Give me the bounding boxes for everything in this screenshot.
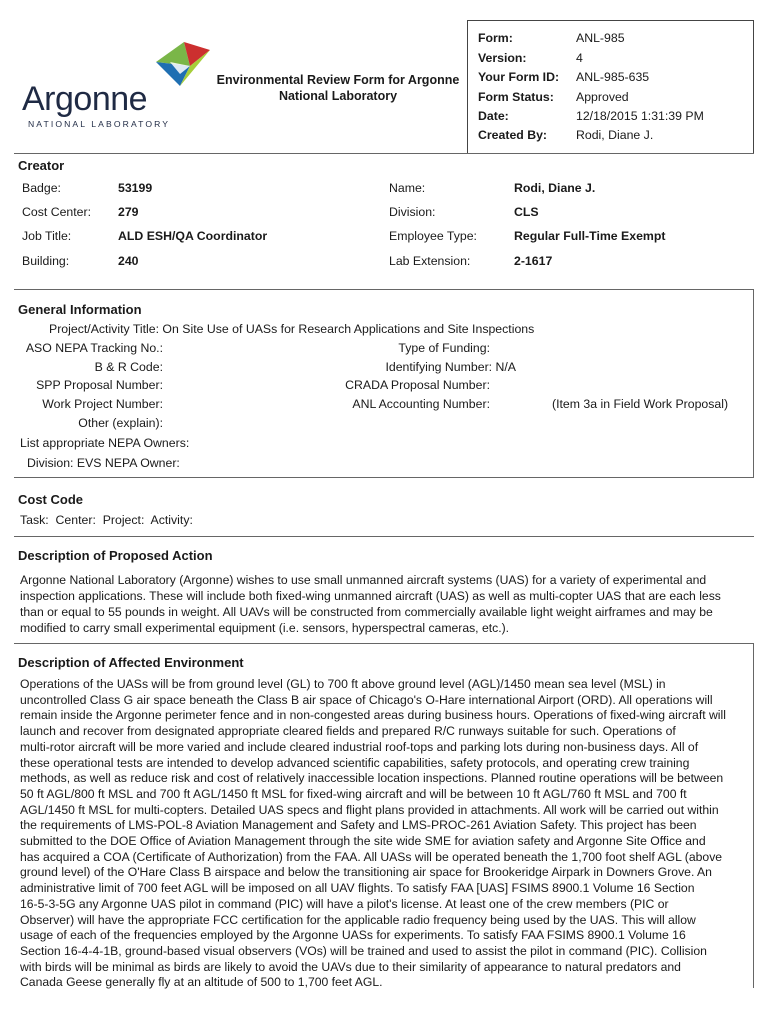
text-line: Observer) will have the appropriate FCC certification for the applicable radio frequency being used by the UAS. This will allow (20, 912, 696, 927)
type-of-funding-label: Type of Funding: (398, 341, 490, 355)
form-info-value: Rodi, Diane J. (576, 128, 654, 142)
name-label: Name: (389, 181, 426, 195)
form-info-label: Created By: (478, 128, 548, 142)
br-code-label: B & R Code: (94, 360, 163, 374)
text-line: ground level) of the O'Hare Class B airspace and below the transitioning air space for Brookeridge Airpark in Downers Grove. An (20, 865, 712, 880)
argonne-triangle-logo-icon (150, 40, 212, 88)
cost-code-heading: Cost Code (18, 492, 83, 507)
building-label: Building: (22, 254, 70, 268)
page-header (0, 0, 770, 160)
form-info-label: Date: (478, 109, 509, 123)
form-info-value: 12/18/2015 1:31:39 PM (576, 109, 704, 123)
text-line: AGL/1450 ft MSL for multi-copters. Detailed UAS specs and flight plans provided in attachments. All work will be carried out within (20, 802, 719, 817)
lab-extension-label: Lab Extension: (389, 254, 471, 268)
nepa-owners-label: List appropriate NEPA Owners: (20, 436, 190, 450)
divider (14, 536, 754, 537)
cost-center-value: 279 (118, 205, 139, 219)
cost-code-fields: Task: Center: Project: Activity: (20, 513, 193, 527)
badge-value: 53199 (118, 181, 153, 195)
form-title: Environmental Review Form for Argonne National Laboratory (216, 73, 460, 103)
form-info-value: ANL-985-635 (576, 70, 650, 84)
form-info-label: Your Form ID: (478, 70, 560, 84)
text-line: the requirements of LMS-POL-8 Aviation Management and Safety and LMS-PROC-261 Aviation Safety. This project has been (20, 818, 697, 833)
text-line: inspection applications. These will include both fixed-wing unmanned aircraft (UAS) as well as multi-copter UAS that are each less (20, 589, 721, 603)
form-info-value: ANL-985 (576, 31, 625, 45)
text-line: multi-rotor aircraft will be more varied and include cleared industrial roof-tops and parking lots during non-business days. All of (20, 739, 699, 754)
identifying-number: Identifying Number: N/A (385, 360, 516, 374)
anl-accounting-label: ANL Accounting Number: (352, 397, 490, 411)
argonne-logo (22, 40, 222, 130)
text-line: administrative limit of 700 feet AGL will be imposed on all UAV flights. To satisfy FAA [UAS] FSIMS 8900.1 Volume 16 Section (20, 881, 695, 896)
aso-nepa-label: ASO NEPA Tracking No.: (25, 341, 163, 355)
divider (14, 289, 754, 290)
division-value: CLS (514, 205, 539, 219)
text-line: usage of each of the frequencies employed by the Argonne UASs for experiments. To satisfy FAA FSIMS 8900.1 Volume 16 (20, 928, 686, 943)
building-value: 240 (118, 254, 139, 268)
project-title: Project/Activity Title: On Site Use of UASs for Research Applications and Site Inspections (49, 322, 535, 336)
text-line: submitted to the DOE Office of Aviation Management through the site wide SME for aviation safety and Argonne Site Office and (20, 834, 706, 849)
divider (14, 477, 754, 478)
text-line: with birds will be minimal as birds are likely to avoid the UAVs due to their similarity of appearance to natural predators and (20, 959, 681, 974)
text-line: 50 ft AGL/800 ft MSL and 700 ft AGL/1450 ft MSL for fixed-wing aircraft and will be between 10 ft AGL/760 ft MSL and 700 ft (20, 786, 687, 801)
employee-type-label: Employee Type: (389, 229, 477, 243)
work-project-label: Work Project Number: (42, 397, 163, 411)
form-info-label: Form: (478, 31, 513, 45)
text-line: remain inside the Argonne perimeter fence and in non-congested areas during business hours. Operations of fixed-wing aircraft will (20, 708, 726, 723)
job-title-value: ALD ESH/QA Coordinator (118, 229, 268, 243)
spp-proposal-label: SPP Proposal Number: (36, 378, 163, 392)
division-label: Division: (389, 205, 436, 219)
text-line: modified to carry small experimental equipment (i.e. sensors, hyperspectral cameras, etc.). (20, 621, 510, 635)
badge-label: Badge: (22, 181, 61, 195)
cost-center-label: Cost Center: (22, 205, 92, 219)
general-info-heading: General Information (18, 302, 142, 317)
text-line: 16-5-3-5G any Argonne UAS pilot in command (PIC) will have a pilot's license. At least one of the crew members (PIC or (20, 896, 669, 911)
creator-heading: Creator (18, 158, 65, 173)
form-info-value: 4 (576, 51, 583, 65)
text-line: Argonne National Laboratory (Argonne) wishes to use small unmanned aircraft systems (UAS) for a variety of experimental and (20, 573, 707, 587)
text-line: uncontrolled Class G air space beneath the Class B air space of Chicago's O-Hare international Airport (ORD). All operations will (20, 692, 713, 707)
text-line: methods, as well as reduce risk and cost of relatively inaccessible location inspections. Planned routine operations will be between (20, 771, 724, 786)
division-nepa-owner: Division: EVS NEPA Owner: (27, 456, 180, 470)
form-info-label: Form Status: (478, 90, 554, 104)
proposed-action-text (20, 572, 752, 636)
lab-extension-value: 2-1617 (514, 254, 553, 268)
form-info-box (467, 20, 754, 153)
text-line: these operational tests are intended to develop advanced scientific capabilities, safety protocols, and operating crew training (20, 755, 690, 770)
crada-proposal-label: CRADA Proposal Number: (345, 378, 490, 392)
divider (14, 153, 754, 154)
text-line: has acquired a COA (Certificate of Authorization) from the FAA. All UASs will be operated beneath the 1,700 foot shelf AGL (above (20, 849, 723, 864)
employee-type-value: Regular Full-Time Exempt (514, 229, 666, 243)
name-value: Rodi, Diane J. (514, 181, 596, 195)
divider (753, 289, 754, 477)
text-line: Section 16-4-4-1B, ground-based visual observers (VOs) will be trained and used to assist the pilot in command (PIC). Collision (20, 943, 707, 958)
affected-env-text (20, 677, 752, 991)
accounting-note: (Item 3a in Field Work Proposal) (552, 397, 729, 411)
text-line: Operations of the UASs will be from ground level (GL) to 700 ft above ground level (AGL)/1450 mean sea level (MSL) in (20, 677, 666, 691)
text-line: launch and recover from designated appropriate cleared fields and prepared R/C runways suitable for such. Operations of (20, 724, 676, 739)
text-line: than or equal to 55 pounds in weight. All UAVs will be constructed from commercially available light weight airframes and may be (20, 605, 713, 619)
divider (753, 643, 754, 988)
text-line: Canada Geese generally fly at an altitude of 500 to 1,700 feet AGL. (20, 975, 383, 990)
divider (14, 643, 754, 644)
other-explain-label: Other (explain): (78, 416, 163, 430)
job-title-label: Job Title: (22, 229, 72, 243)
proposed-action-heading: Description of Proposed Action (18, 548, 213, 563)
affected-env-heading: Description of Affected Environment (18, 655, 244, 670)
logo-subtitle: NATIONAL LABORATORY (28, 119, 171, 129)
logo-wordmark: Argonne (22, 80, 148, 118)
form-info-label: Version: (478, 51, 527, 65)
form-info-value: Approved (576, 90, 629, 104)
